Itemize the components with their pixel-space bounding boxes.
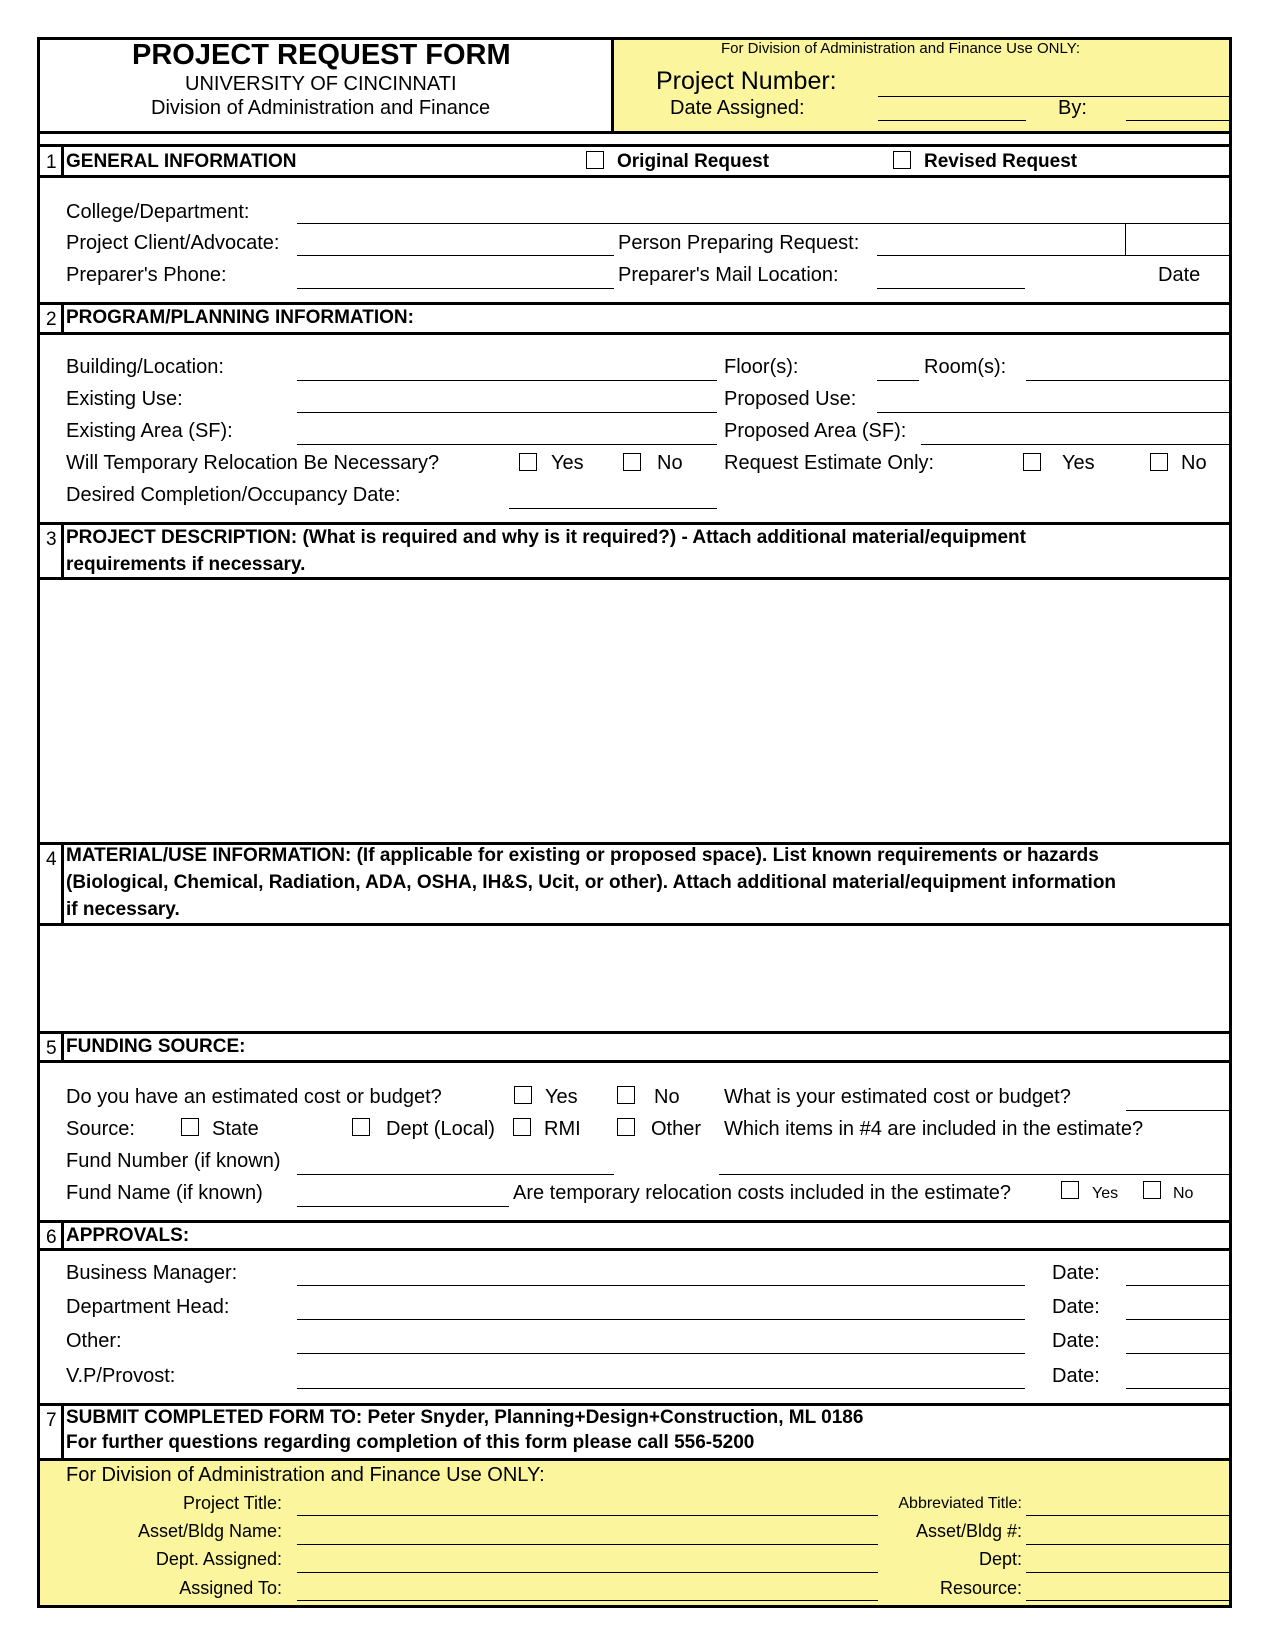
rooms-label: Room(s): [924, 356, 1007, 378]
section-title-line1: PROJECT DESCRIPTION: (What is required and why is it required?) - Attach additional material/equipment [66, 527, 1026, 548]
section-number-divider [61, 146, 64, 176]
business-manager-signature[interactable] [297, 1285, 1025, 1286]
estimated-cost-field[interactable] [1126, 1110, 1232, 1111]
estimated-cost-question: Do you have an estimated cost or budget? [66, 1086, 442, 1108]
source-state-label: State [212, 1118, 259, 1140]
section-number: 1 [46, 152, 57, 173]
what-is-cost-label: What is your estimated cost or budget? [724, 1086, 1071, 1108]
rule [37, 175, 1232, 178]
dept-assigned-label: Dept. Assigned: [155, 1549, 282, 1569]
other-approver-date-label: Date: [1052, 1330, 1100, 1352]
assigned-to-label: Assigned To: [179, 1578, 282, 1598]
fund-name-label: Fund Name (if known) [66, 1182, 263, 1204]
section-number: 3 [46, 529, 57, 550]
revised-request-label: Revised Request [924, 151, 1078, 172]
source-dept-checkbox[interactable] [352, 1118, 370, 1136]
source-rmi-label: RMI [544, 1118, 581, 1140]
vp-provost-date-label: Date: [1052, 1365, 1100, 1387]
temp-relocation-no-checkbox[interactable] [623, 453, 641, 471]
material-use-area[interactable] [40, 926, 1229, 1031]
person-preparing-field[interactable] [877, 255, 1232, 256]
abbreviated-title-field[interactable] [1026, 1515, 1232, 1516]
section-title-line2: requirements if necessary. [66, 554, 306, 575]
date-assigned-label: Date Assigned: [670, 97, 805, 119]
request-estimate-yes-label: Yes [1062, 452, 1095, 474]
section-title: PROGRAM/PLANNING INFORMATION: [66, 307, 414, 328]
section-title: APPROVALS: [66, 1225, 190, 1246]
which-items-label: Which items in #4 are included in the estimate? [724, 1118, 1144, 1140]
proposed-area-field[interactable] [921, 444, 1232, 445]
other-approver-signature[interactable] [297, 1353, 1025, 1354]
building-location-field[interactable] [297, 380, 717, 381]
section-title: GENERAL INFORMATION [66, 151, 297, 172]
existing-area-field[interactable] [297, 444, 717, 445]
temp-costs-question: Are temporary relocation costs included in the estimate? [513, 1182, 1012, 1204]
source-rmi-checkbox[interactable] [513, 1118, 531, 1136]
rule [37, 1220, 1232, 1223]
estimated-cost-no-label: No [654, 1086, 680, 1108]
original-request-label: Original Request [617, 151, 770, 172]
asset-bldg-num-field[interactable] [1026, 1544, 1232, 1545]
project-title-label: Project Title: [182, 1493, 282, 1513]
section-number: 6 [46, 1227, 57, 1248]
proposed-use-field[interactable] [877, 412, 1232, 413]
estimated-cost-yes-checkbox[interactable] [514, 1086, 532, 1104]
assigned-to-field[interactable] [297, 1600, 878, 1601]
section-title-line2: (Biological, Chemical, Radiation, ADA, OSHA, IH&S, Ucit, or other). Attach additional material/equipment information [66, 872, 1117, 893]
temp-relocation-label: Will Temporary Relocation Be Necessary? [66, 452, 440, 474]
vp-provost-label: V.P/Provost: [66, 1365, 176, 1387]
source-other-checkbox[interactable] [617, 1118, 635, 1136]
office-use-label: For Division of Administration and Finance Use ONLY: [721, 40, 1081, 57]
asset-bldg-name-field[interactable] [297, 1544, 878, 1545]
resource-field[interactable] [1026, 1600, 1232, 1601]
rule [37, 1403, 1232, 1406]
preparers-phone-field[interactable] [297, 288, 614, 289]
university-name: UNIVERSITY OF CINCINNATI [185, 73, 457, 95]
building-location-label: Building/Location: [66, 356, 224, 378]
preparers-mail-field[interactable] [877, 288, 1025, 289]
temp-costs-no-checkbox[interactable] [1143, 1181, 1161, 1199]
request-estimate-no-checkbox[interactable] [1150, 453, 1168, 471]
business-manager-date-label: Date: [1052, 1262, 1100, 1284]
footer-office-use-label: For Division of Administration and Finance Use ONLY: [66, 1464, 545, 1486]
temp-costs-no-label: No [1173, 1185, 1194, 1202]
temp-relocation-yes-label: Yes [551, 452, 584, 474]
section-number-divider [61, 1222, 64, 1250]
rule [37, 1248, 1232, 1251]
estimated-cost-no-checkbox[interactable] [617, 1086, 635, 1104]
college-department-field[interactable] [297, 223, 1232, 224]
fund-name-field[interactable] [297, 1206, 509, 1207]
division-name: Division of Administration and Finance [151, 97, 491, 119]
floors-label: Floor(s): [724, 356, 799, 378]
which-items-field[interactable] [719, 1174, 1232, 1175]
department-head-label: Department Head: [66, 1296, 230, 1318]
section-number-divider [61, 304, 64, 334]
section-number-divider [61, 524, 64, 579]
original-request-checkbox[interactable] [586, 151, 604, 169]
department-head-date-field[interactable] [1126, 1319, 1232, 1320]
business-manager-date-field[interactable] [1126, 1285, 1232, 1286]
source-dept-label: Dept (Local) [386, 1118, 495, 1140]
vp-provost-date-field[interactable] [1126, 1388, 1232, 1389]
person-preparing-label: Person Preparing Request: [618, 232, 860, 254]
rule [37, 302, 1232, 305]
floors-field[interactable] [877, 380, 919, 381]
dept-label: Dept: [978, 1549, 1022, 1569]
section-number-divider [61, 844, 64, 925]
department-head-date-label: Date: [1052, 1296, 1100, 1318]
existing-use-label: Existing Use: [66, 388, 183, 410]
section-title-line1: MATERIAL/USE INFORMATION: (If applicable for existing or proposed space). List known requirements or hazards [66, 845, 1099, 866]
proposed-use-label: Proposed Use: [724, 388, 857, 410]
project-number-label: Project Number: [656, 67, 837, 95]
request-estimate-label: Request Estimate Only: [724, 452, 935, 474]
existing-use-field[interactable] [297, 412, 717, 413]
asset-bldg-name-label: Asset/Bldg Name: [137, 1521, 282, 1541]
abbreviated-title-label: Abbreviated Title: [898, 1495, 1022, 1512]
project-title-field[interactable] [297, 1515, 878, 1516]
request-estimate-no-label: No [1181, 452, 1207, 474]
rule [37, 1060, 1232, 1063]
project-client-label: Project Client/Advocate: [66, 232, 280, 254]
fund-number-label: Fund Number (if known) [66, 1150, 281, 1172]
preparers-mail-label: Preparer's Mail Location: [618, 264, 839, 286]
date-assigned-field[interactable] [878, 120, 1026, 121]
date-box-divider [1125, 224, 1126, 255]
resource-label: Resource: [939, 1578, 1022, 1598]
college-department-label: College/Department: [66, 201, 250, 223]
desired-completion-label: Desired Completion/Occupancy Date: [66, 484, 401, 506]
section-title-line3: if necessary. [66, 899, 180, 920]
section-number-divider [61, 1405, 64, 1460]
source-other-label: Other [651, 1118, 702, 1140]
temp-relocation-no-label: No [657, 452, 683, 474]
desired-completion-field[interactable] [509, 508, 717, 509]
other-approver-date-field[interactable] [1126, 1353, 1232, 1354]
rule [37, 522, 1232, 525]
vp-provost-signature[interactable] [297, 1388, 1025, 1389]
department-head-signature[interactable] [297, 1319, 1025, 1320]
existing-area-label: Existing Area (SF): [66, 420, 233, 442]
section-number-divider [61, 1033, 64, 1062]
rule [37, 131, 1232, 134]
section-number: 5 [46, 1038, 57, 1059]
dept-field[interactable] [1026, 1572, 1232, 1573]
rule [37, 332, 1232, 335]
section-title: FUNDING SOURCE: [66, 1036, 246, 1057]
date-label: Date [1158, 264, 1201, 286]
request-estimate-yes-checkbox[interactable] [1023, 453, 1041, 471]
business-manager-label: Business Manager: [66, 1262, 238, 1284]
project-description-area[interactable] [40, 580, 1229, 842]
form-title: PROJECT REQUEST FORM [132, 39, 511, 71]
by-label: By: [1058, 97, 1087, 119]
contact-instructions: For further questions regarding completion of this form please call 556-5200 [66, 1432, 755, 1453]
section-number: 7 [46, 1410, 57, 1431]
estimated-cost-yes-label: Yes [545, 1086, 578, 1108]
temp-costs-yes-label: Yes [1092, 1185, 1119, 1202]
project-number-field[interactable] [878, 96, 1232, 97]
preparers-phone-label: Preparer's Phone: [66, 264, 227, 286]
asset-bldg-num-label: Asset/Bldg #: [915, 1521, 1022, 1541]
rule [37, 1031, 1232, 1034]
header-divider [611, 37, 614, 133]
proposed-area-label: Proposed Area (SF): [724, 420, 907, 442]
by-field[interactable] [1126, 120, 1232, 121]
section-number: 4 [46, 849, 57, 870]
temp-relocation-yes-checkbox[interactable] [519, 453, 537, 471]
submit-instructions: SUBMIT COMPLETED FORM TO: Peter Snyder, Planning+Design+Construction, ML 0186 [66, 1407, 864, 1428]
dept-assigned-field[interactable] [297, 1572, 878, 1573]
revised-request-checkbox[interactable] [893, 151, 911, 169]
fund-number-field[interactable] [297, 1174, 614, 1175]
source-label: Source: [66, 1118, 135, 1140]
rule [37, 144, 1232, 147]
other-approver-label: Other: [66, 1330, 122, 1352]
temp-costs-yes-checkbox[interactable] [1061, 1181, 1079, 1199]
rooms-field[interactable] [1026, 380, 1232, 381]
source-state-checkbox[interactable] [181, 1118, 199, 1136]
section-number: 2 [46, 309, 57, 330]
project-client-field[interactable] [297, 255, 614, 256]
